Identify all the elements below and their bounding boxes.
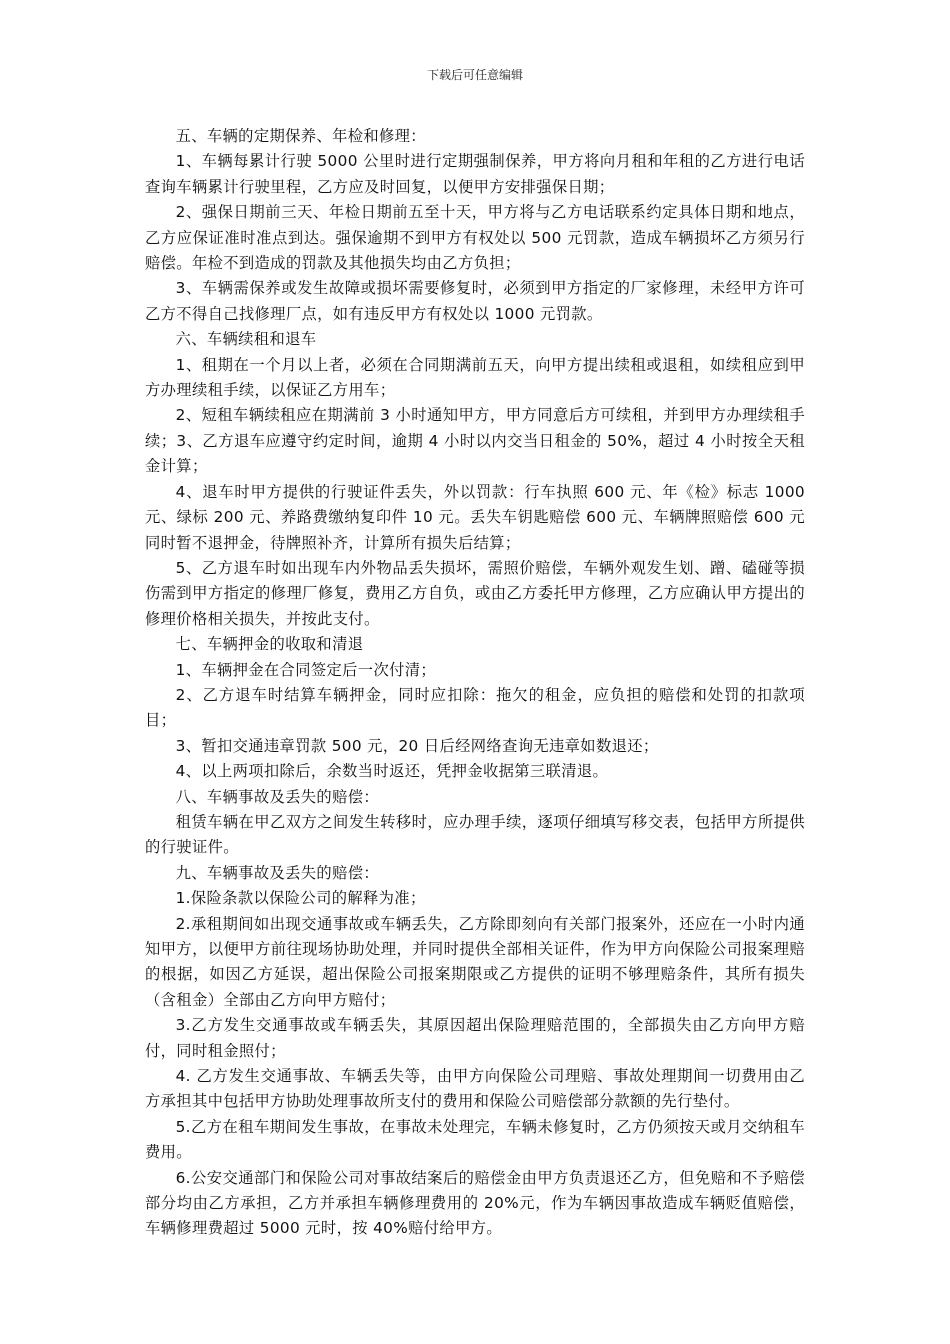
- paragraph: 1.保险条款以保险公司的解释为准；: [175, 889, 426, 908]
- section-heading-7: 七、车辆押金的收取和清退: [175, 635, 364, 654]
- paragraph: 4、以上两项扣除后，余数当时返还，凭押金收据第三联清退。: [175, 762, 609, 781]
- document-body: [145, 124, 805, 1242]
- paragraph: 租赁车辆在甲乙双方之间发生转移时，应办理手续，逐项仔细填写移交表，包括甲方所提供的行驶证件。: [145, 812, 805, 857]
- section-heading-5: 五、车辆的定期保养、年检和修理：: [175, 127, 426, 145]
- paragraph: 2、短租车辆续租应在期满前 3 小时通知甲方，甲方同意后方可续租，并到甲方办理续租手续；3、乙方退车应遵守约定时间，逾期 4 小时以内交当日租金的 50%，超过 4 小时按全天租金计算；: [145, 406, 805, 476]
- paragraph: 2.承租期间如出现交通事故或车辆丢失，乙方除即刻向有关部门报案外，还应在一小时内通知甲方，以便甲方前往现场协助处理，并同时提供全部相关证件，作为甲方向保险公司报案理赔的根据，如因乙方延误，超出保险公司报案期限或乙方提供的证明不够理赔条件，其所有损失（含租金）全部由乙方向甲方赔付；: [145, 914, 805, 1009]
- section-heading-6: 六、车辆续租和退车: [175, 330, 317, 349]
- paragraph: 3、车辆需保养或发生故障或损坏需要修复时，必须到甲方指定的厂家修理，未经甲方许可乙方不得自己找修理厂点，如有违反甲方有权处以 1000 元罚款。: [145, 279, 805, 323]
- paragraph: 5、乙方退车时如出现车内外物品丢失损坏，需照价赔偿，车辆外观发生划、蹭、磕碰等损伤需到甲方指定的修理厂修复，费用乙方自负，或由乙方委托甲方修理，乙方应确认甲方提出的修理价格相关损失，并按此支付。: [145, 558, 805, 628]
- paragraph: 6.公安交通部门和保险公司对事故结案后的赔偿金由甲方负责退还乙方，但免赔和不予赔偿部分均由乙方承担，乙方并承担车辆修理费用的 20%元，作为车辆因事故造成车辆贬值赔偿，车辆修理费超过 5000 元时，按 40%赔付给甲方。: [145, 1168, 805, 1238]
- paragraph: 4、退车时甲方提供的行驶证件丢失，外以罚款：行车执照 600 元、年《检》标志 1000 元、绿标 200 元、养路费缴纳复印件 10 元。丢失车钥匙赔偿 600 元、车辆牌照赔偿 600 元同时暂不退押金，待牌照补齐，计算所有损失后结算；: [145, 482, 805, 552]
- paragraph: 1、租期在一个月以上者，必须在合同期满前五天，向甲方提出续租或退租，如续租应到甲方办理续租手续，以保证乙方用车；: [145, 355, 805, 400]
- section-heading-8: 八、车辆事故及丢失的赔偿：: [175, 787, 380, 806]
- page-header: 下载后可任意编辑: [426, 68, 523, 82]
- paragraph: 1、车辆押金在合同签定后一次付清；: [175, 660, 437, 679]
- paragraph: 5.乙方在租车期间发生事故，在事故未处理完，车辆未修复时，乙方仍须按天或月交纳租车费用。: [145, 1117, 805, 1162]
- paragraph: 2、乙方退车时结算车辆押金，同时应扣除：拖欠的租金，应负担的赔偿和处罚的扣款项目；: [145, 685, 805, 730]
- paragraph: 1、车辆每累计行驶 5000 公里时进行定期强制保养，甲方将向月租和年租的乙方进行电话查询车辆累计行驶里程，乙方应及时回复，以便甲方安排强保日期；: [145, 152, 805, 196]
- paragraph: 3、暂扣交通违章罚款 500 元，20 日后经网络查询无违章如数退还；: [175, 736, 659, 755]
- paragraph: 3.乙方发生交通事故或车辆丢失，其原因超出保险理赔范围的，全部损失由乙方向甲方赔付，同时租金照付；: [145, 1016, 805, 1060]
- section-heading-9: 九、车辆事故及丢失的赔偿：: [175, 863, 380, 882]
- paragraph: 4. 乙方发生交通事故、车辆丢失等，由甲方向保险公司理赔、事故处理期间一切费用由乙方承担其中包括甲方协助处理事故所支付的费用和保险公司赔偿部分款额的先行垫付。: [145, 1067, 805, 1111]
- paragraph: 2、强保日期前三天、年检日期前五至十天，甲方将与乙方电话联系约定具体日期和地点，乙方应保证准时准点到达。强保逾期不到甲方有权处以 500 元罚款，造成车辆损坏乙方须另行赔偿。年检不到造成的罚款及其他损失均由乙方负担；: [145, 203, 805, 273]
